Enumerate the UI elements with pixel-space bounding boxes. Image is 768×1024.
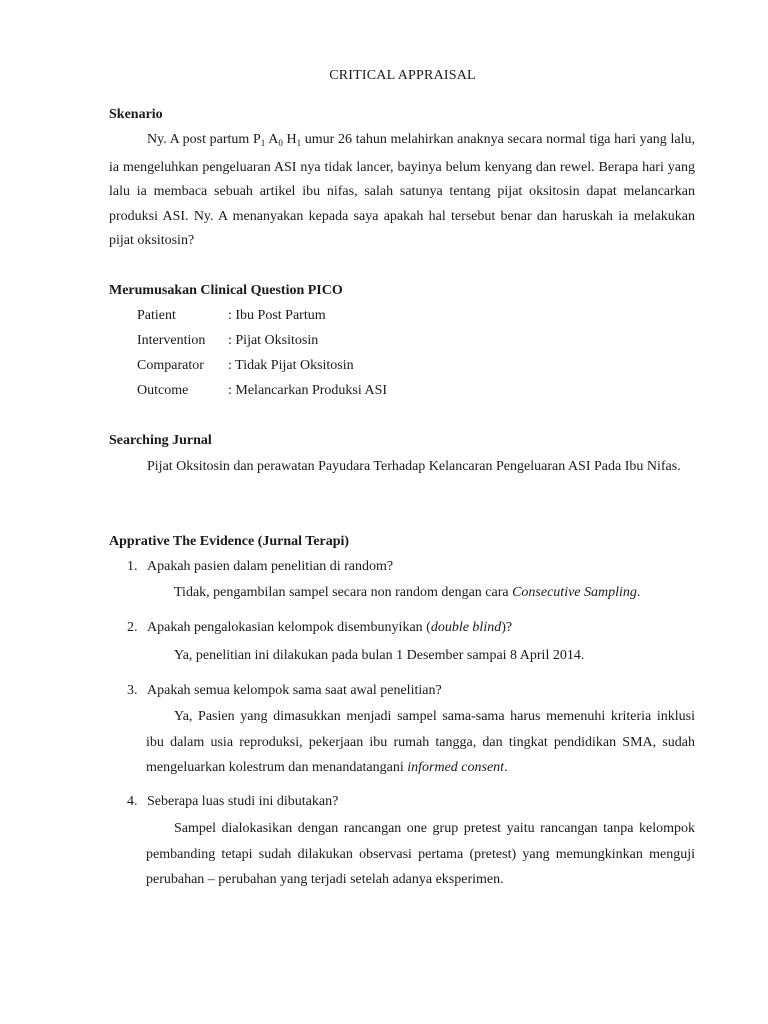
pico-row-patient (137, 308, 387, 333)
answer-text: Ya, Pasien yang dimasukkan menjadi sampel sama-sama harus memenuhi kriteria inklusi ibu dalam usia reproduksi, pekerjaan ibu rumah tangga, dan tingkat pendidikan SMA, sudah mengeluarkan kolestrum dan menandatangani (146, 709, 695, 775)
evidence-heading: Apprative The Evidence (Jurnal Terapi) (109, 534, 350, 549)
question-number: 1. (127, 559, 138, 574)
answer-end: . (636, 585, 641, 600)
answer-1 (146, 580, 695, 606)
pico-value: : Tidak Pijat Oksitosin (228, 358, 354, 373)
pico-row-comparator (137, 358, 387, 383)
pico-row-outcome (137, 383, 387, 408)
question-text: Apakah semua kelompok sama saat awal penelitian? (147, 683, 442, 698)
skenario-heading: Skenario (109, 107, 163, 122)
pico-label: Comparator (137, 358, 204, 373)
question-text: Apakah pengalokasian kelompok disembunyikan ( (147, 620, 431, 635)
pico-value: : Melancarkan Produksi ASI (228, 383, 388, 398)
question-text: Seberapa luas studi ini dibutakan? (147, 794, 339, 809)
skenario-text-end: umur 26 tahun melahirkan anaknya secara normal tiga hari yang lalu, ia mengeluhkan pengeluaran ASI nya tidak lancer, bayinya belum kenyang dan rewel. Berapa hari yang lalu ia membaca sebuah artikel ibu nifas, salah satunya tentang pijat oksitosin dapat melancarkan produksi ASI. Ny. A menanyakan kepada saya apakah hal tersebut benar dan haruskah ia melakukan pijat oksitosin? (109, 132, 695, 248)
answer-italic: informed consent (407, 760, 505, 775)
pico-label: Intervention (137, 333, 206, 348)
pico-label: Patient (137, 308, 176, 323)
searching-paragraph: Pijat Oksitosin dan perawatan Payudara Terhadap Kelancaran Pengeluaran ASI Pada Ibu Nifas. (147, 459, 681, 474)
question-number: 4. (127, 794, 138, 809)
pico-row-intervention (137, 333, 387, 358)
pico-heading: Merumusakan Clinical Question PICO (109, 283, 343, 298)
question-text: Apakah pasien dalam penelitian di random? (147, 559, 394, 574)
question-2 (127, 620, 512, 636)
question-4 (127, 794, 338, 810)
answer-end: . (504, 760, 508, 775)
skenario-paragraph (109, 128, 695, 254)
question-number: 2. (127, 620, 138, 635)
pico-value: : Pijat Oksitosin (228, 333, 319, 348)
abortus-subscript: 0 (278, 138, 283, 148)
answer-4: Sampel dialokasikan dengan rancangan one grup pretest yaitu rancangan tanpa kelompok pembanding tetapi sudah dilakukan observasi pertama (pretest) yang memungkinkan menguji perubahan – perubahan yang terjadi setelah adanya eksperimen. (146, 821, 695, 887)
pico-label: Outcome (137, 383, 189, 398)
question-1 (127, 559, 393, 575)
answer-italic: Consecutive Sampling (512, 585, 637, 600)
pico-value: : Ibu Post Partum (228, 308, 326, 323)
hidup-letter: H (282, 132, 297, 147)
abortus-letter: A (265, 132, 279, 147)
answer-2: Ya, penelitian ini dilakukan pada bulan 1 Desember sampai 8 April 2014. (174, 648, 585, 663)
answer-text: Tidak, pengambilan sampel secara non random dengan cara (174, 585, 513, 600)
answer-3 (146, 704, 695, 781)
document-title: CRITICAL APPRAISAL (329, 68, 476, 83)
question-number: 3. (127, 683, 138, 698)
question-3 (127, 683, 442, 699)
question-end: )? (501, 620, 513, 635)
skenario-text-start: Ny. A post partum P (147, 132, 261, 147)
hidup-subscript: 1 (296, 138, 302, 148)
question-italic: double blind (430, 620, 502, 635)
parity-subscript: 1 (260, 138, 266, 148)
searching-heading: Searching Jurnal (109, 433, 212, 448)
pico-table (137, 308, 387, 408)
